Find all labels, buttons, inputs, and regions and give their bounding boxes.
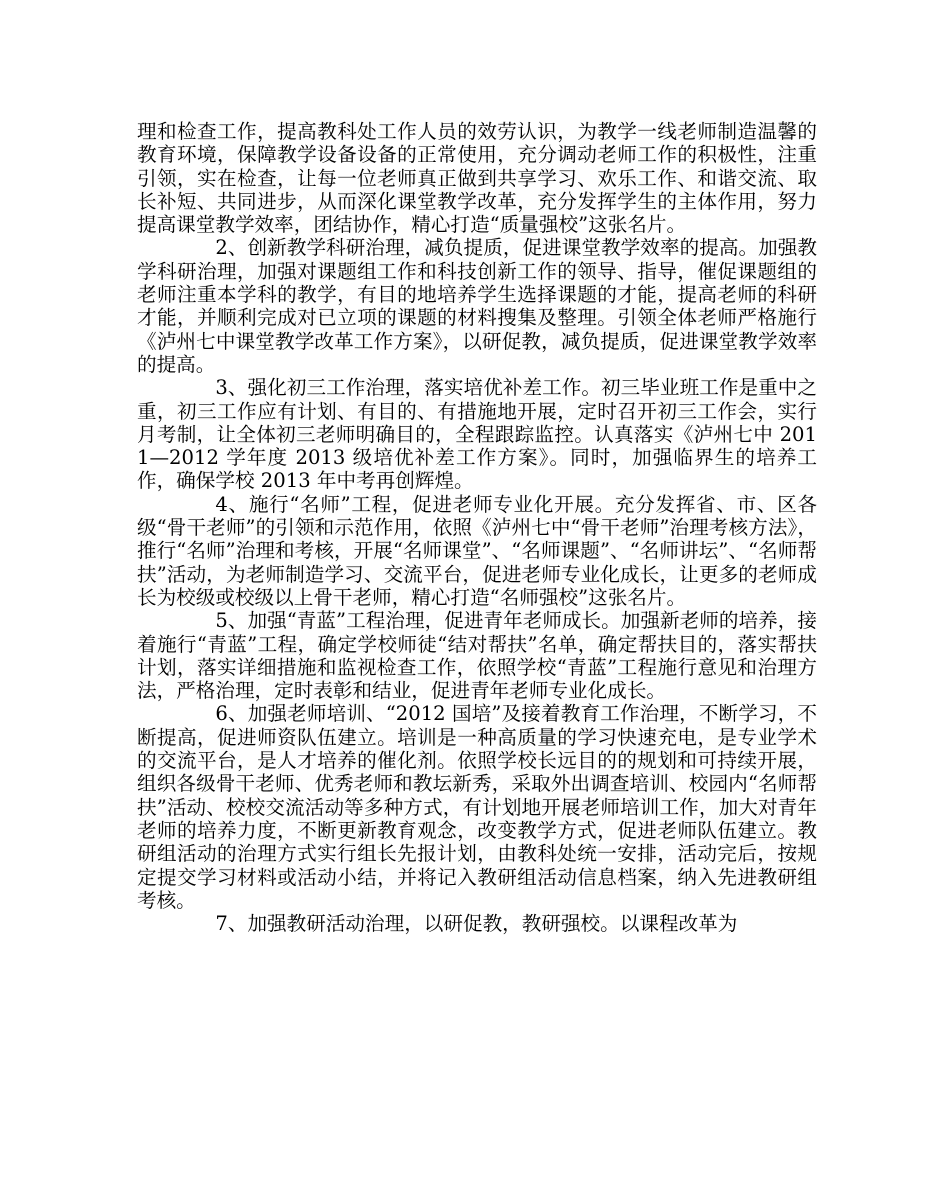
paragraph-item-7: 7、加强教研活动治理，以研促教，教研强校。以课程改革为	[215, 912, 738, 936]
paragraph-item-5: 5、加强“青蓝”工程治理，促进青年老师成长。加强新老师的培养，接着施行“青蓝”工程，确定学校师徒“结对帮扶”名单，确定帮扶目的，落实帮扶计划，落实详细措施和监视检查工作，依照学校“青蓝”工程施行意见和治理方法，严格治理，定时表彰和结业，促进青年老师专业化成长。	[137, 609, 817, 703]
paragraph-item-3: 3、强化初三工作治理，落实培优补差工作。初三毕业班工作是重中之重，初三工作应有计划、有目的、有措施地开展，定时召开初三工作会，实行月考制，让全体初三老师明确目的，全程跟踪监控。认真落实《泸州七中 2011—2012 学年度 2013 级培优补差工作方案》。同时，加强临界生的培养工作，确保学校 2013 年中考再创辉煌。	[137, 376, 817, 493]
paragraph-item-2: 2、创新教学科研治理，减负提质，促进课堂教学效率的提高。加强教学科研治理，加强对课题组工作和科技创新工作的领导、指导，催促课题组的老师注重本学科的教学，有目的地培养学生选择课题的才能，提高老师的科研才能，并顺利完成对已立项的课题的材料搜集及整理。引领全体老师严格施行《泸州七中课堂教学改革工作方案》，以研促教，减负提质，促进课堂教学效率的提高。	[137, 236, 817, 376]
document-page	[137, 120, 817, 935]
paragraph-continuation: 理和检查工作，提高教科处工作人员的效劳认识，为教学一线老师制造温馨的教育环境，保障教学设备设备的正常使用，充分调动老师工作的积极性，注重引领，实在检查，让每一位老师真正做到共享学习、欢乐工作、和谐交流、取长补短、共同进步，从而深化课堂教学改革，充分发挥学生的主体作用，努力提高课堂教学效率，团结协作，精心打造“质量强校”这张名片。	[137, 120, 817, 237]
paragraph-item-6: 6、加强老师培训、“2012 国培”及接着教育工作治理，不断学习，不断提高，促进师资队伍建立。培训是一种高质量的学习快速充电，是专业学术的交流平台，是人才培养的催化剂。依照学校长远目的的规划和可持续开展，组织各级骨干老师、优秀老师和教坛新秀，采取外出调查培训、校园内“名师帮扶”活动、校校交流活动等多种方式，有计划地开展老师培训工作，加大对青年老师的培养力度，不断更新教育观念，改变教学方式，促进老师队伍建立。教研组活动的治理方式实行组长先报计划，由教科处统一安排，活动完后，按规定提交学习材料或活动小结，并将记入教研组活动信息档案，纳入先进教研组考核。	[137, 702, 817, 912]
paragraph-item-4: 4、施行“名师”工程，促进老师专业化开展。充分发挥省、市、区各级“骨干老师”的引领和示范作用，依照《泸州七中“骨干老师”治理考核方法》，推行“名师”治理和考核，开展“名师课堂”、“名师课题”、“名师讲坛”、“名师帮扶”活动，为老师制造学习、交流平台，促进老师专业化成长，让更多的老师成长为校级或校级以上骨干老师，精心打造“名师强校”这张名片。	[137, 492, 817, 609]
